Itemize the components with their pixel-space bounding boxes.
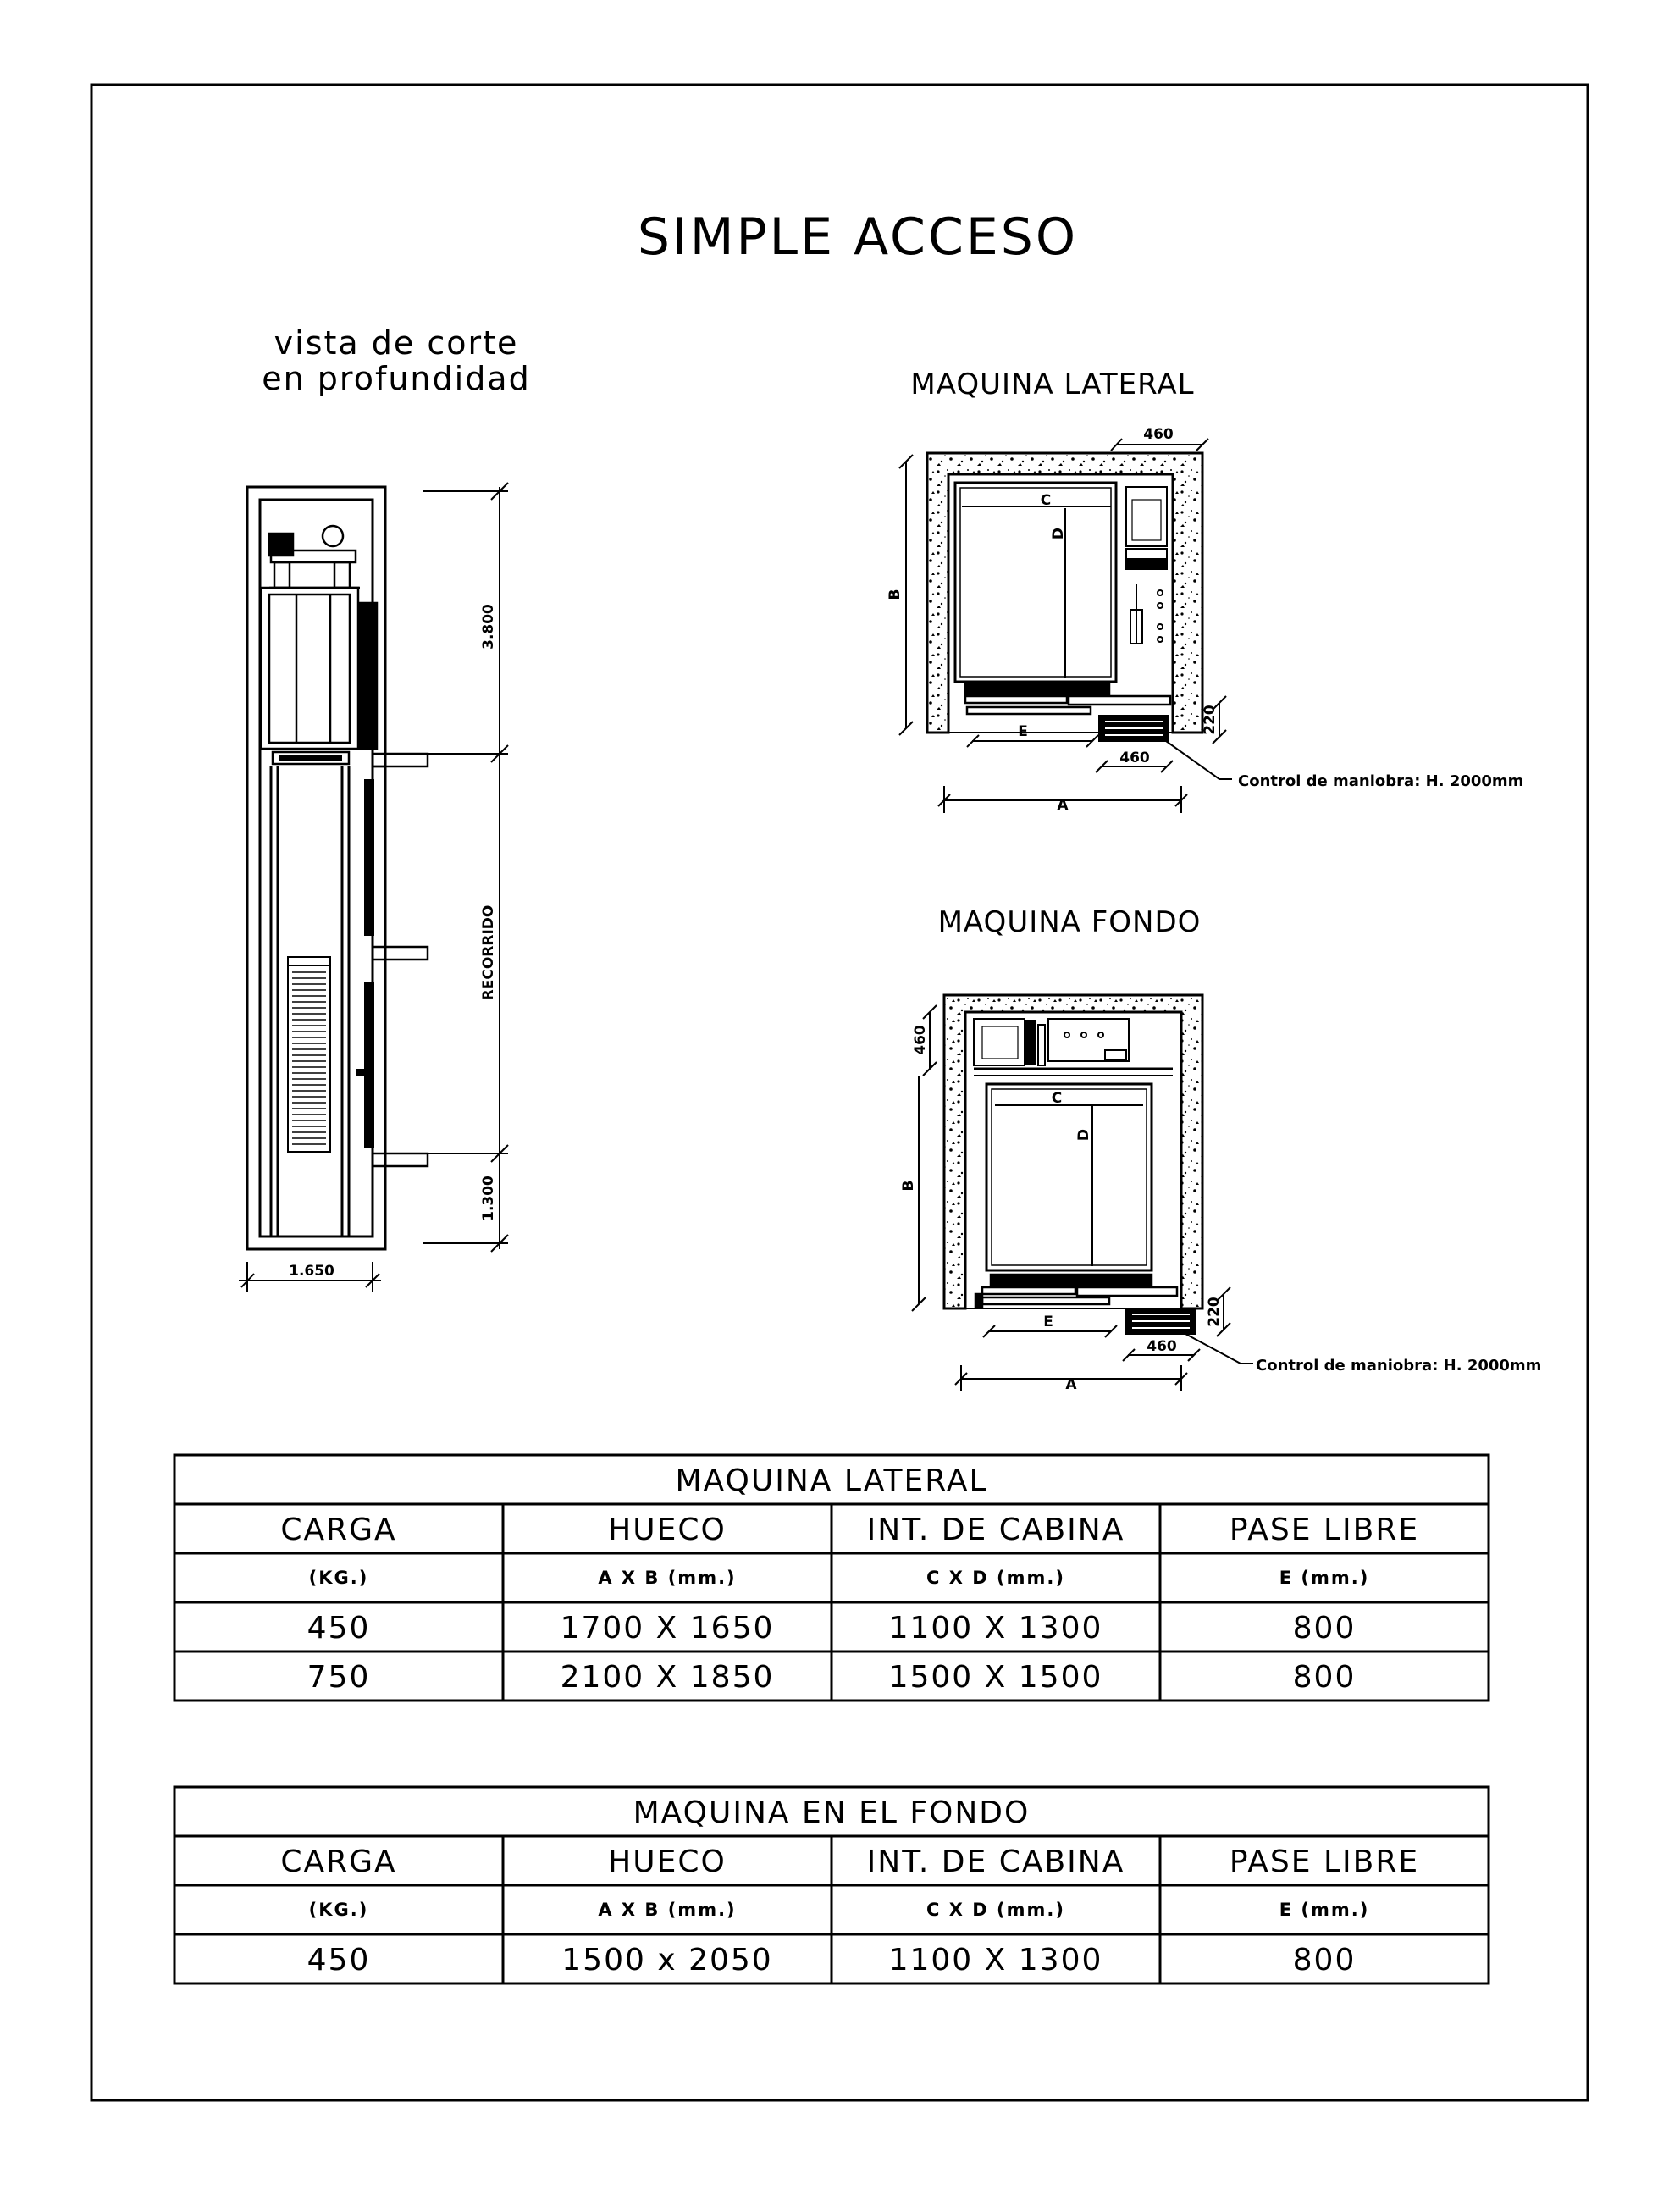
page-title: SIMPLE ACCESO (637, 207, 1079, 267)
dim-top-height: 3.800 (480, 604, 497, 650)
plan-fondo-label-d: D (1075, 1128, 1092, 1142)
table-cell: 1700 X 1650 (560, 1611, 775, 1646)
plan-fondo-label-c: C (1051, 1090, 1063, 1107)
table-cell: 800 (1292, 1943, 1357, 1978)
plan-lateral-dim-460-top: 460 (1143, 426, 1174, 443)
section-view-label-2: en profundidad (262, 360, 531, 397)
plan-maquina-lateral (887, 368, 1523, 814)
plan-lateral-title: MAQUINA LATERAL (910, 368, 1195, 401)
shaft-walls (944, 995, 1202, 1308)
table-unit: A X B (mm.) (598, 1568, 737, 1588)
table-header: INT. DE CABINA (866, 1845, 1125, 1879)
table-unit: (KG.) (308, 1900, 369, 1920)
table-cell: 1100 X 1300 (888, 1943, 1103, 1978)
table-title: MAQUINA LATERAL (675, 1463, 988, 1498)
table-unit: (KG.) (308, 1568, 369, 1588)
table-cell: 1500 x 2050 (561, 1943, 773, 1978)
table-cell: 1500 X 1500 (888, 1660, 1103, 1695)
table-cell: 750 (307, 1660, 371, 1695)
table-cell: 800 (1292, 1660, 1357, 1695)
plan-lateral-label-d: D (1050, 527, 1067, 540)
dim-shaft-width: 1.650 (289, 1263, 334, 1280)
plan-fondo-label-e: E (1043, 1314, 1053, 1330)
plan-lateral-dim-220: 220 (1202, 705, 1219, 735)
table-header: INT. DE CABINA (866, 1513, 1125, 1547)
plan-fondo-title: MAQUINA FONDO (937, 905, 1202, 939)
plan-lateral-dim-460-bottom: 460 (1119, 750, 1150, 766)
table-cell: 1100 X 1300 (888, 1611, 1103, 1646)
table-cell: 450 (307, 1611, 371, 1646)
table-cell: 450 (307, 1943, 371, 1978)
table-unit: E (mm.) (1279, 1568, 1370, 1588)
plan-fondo-dim-220: 220 (1206, 1297, 1223, 1327)
dim-travel: RECORRIDO (480, 904, 497, 1001)
table-unit: E (mm.) (1279, 1900, 1370, 1920)
table-header: PASE LIBRE (1229, 1845, 1420, 1879)
section-view-label-1: vista de corte (274, 324, 519, 362)
table-title: MAQUINA EN EL FONDO (633, 1795, 1031, 1830)
table-unit: C X D (mm.) (926, 1568, 1065, 1588)
section-view (239, 324, 531, 1292)
table-header: HUECO (608, 1513, 727, 1547)
plan-fondo-dim-460-side: 460 (912, 1025, 929, 1055)
plan-lateral-label-c: C (1040, 492, 1052, 509)
plan-fondo-dim-460-bottom: 460 (1147, 1338, 1177, 1355)
table-maquina-lateral-text (280, 1463, 1419, 1695)
table-header: HUECO (608, 1845, 727, 1879)
plan-lateral-label-e: E (1018, 723, 1028, 740)
plan-maquina-fondo (900, 905, 1541, 1393)
plan-lateral-label-b: B (887, 589, 904, 600)
table-cell: 2100 X 1850 (560, 1660, 775, 1695)
table-unit: C X D (mm.) (926, 1900, 1065, 1920)
table-header: CARGA (280, 1845, 397, 1879)
plan-lateral-note: Control de maniobra: H. 2000mm (1238, 772, 1524, 790)
table-header: CARGA (280, 1513, 397, 1547)
table-header: PASE LIBRE (1229, 1513, 1420, 1547)
plan-lateral-label-a: A (1057, 797, 1069, 814)
dim-pit-depth: 1.300 (480, 1175, 497, 1221)
table-unit: A X B (mm.) (598, 1900, 737, 1920)
plan-fondo-note: Control de maniobra: H. 2000mm (1256, 1357, 1542, 1375)
plan-fondo-label-b: B (900, 1180, 917, 1192)
plan-fondo-label-a: A (1065, 1376, 1077, 1393)
table-cell: 800 (1292, 1611, 1357, 1646)
